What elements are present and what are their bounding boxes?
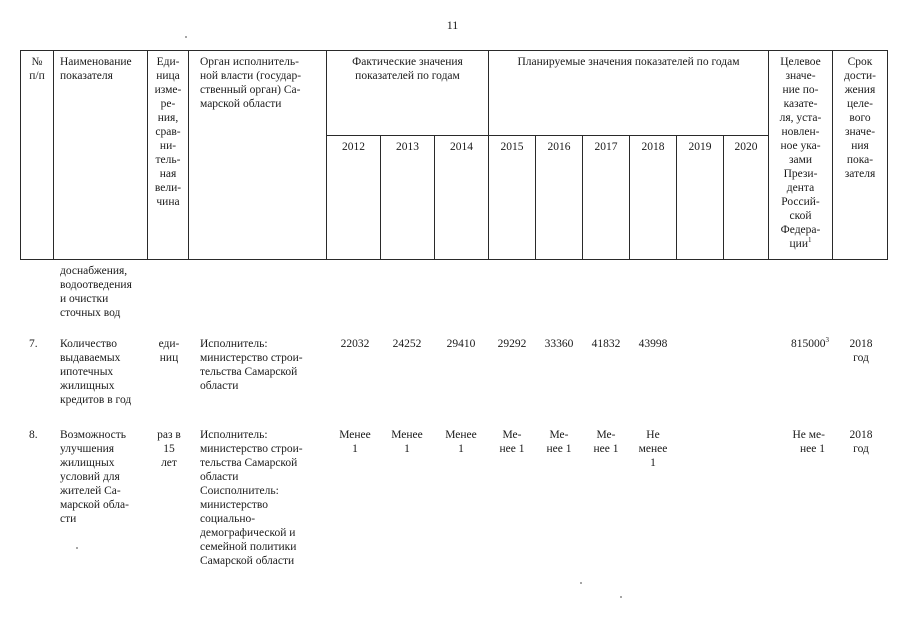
header-target bbox=[769, 55, 832, 251]
header-num: № п/п bbox=[29, 56, 45, 82]
scan-speck bbox=[185, 36, 187, 38]
row-unit: еди- ниц bbox=[158, 338, 180, 364]
value-2014: 29410 bbox=[446, 338, 476, 350]
value-2016: 33360 bbox=[544, 338, 574, 350]
year-2019: 2019 bbox=[688, 141, 712, 153]
year-2018: 2018 bbox=[641, 141, 665, 153]
value-2015: Ме- нее 1 bbox=[499, 429, 525, 455]
row-target bbox=[769, 428, 825, 456]
value-2013: Менее 1 bbox=[391, 429, 423, 455]
year-2014: 2014 bbox=[450, 141, 473, 153]
row-target-value: Не ме- нее 1 bbox=[792, 429, 825, 455]
scan-speck bbox=[580, 582, 582, 584]
row-unit: раз в 15 лет bbox=[157, 429, 181, 469]
scan-speck bbox=[76, 547, 78, 549]
page-number: 11 bbox=[446, 18, 459, 32]
row-name: Количество выдаваемых ипотечных жилищных кредитов в год bbox=[60, 338, 132, 406]
value-2015: 29292 bbox=[497, 338, 527, 350]
year-2015: 2015 bbox=[500, 141, 524, 153]
row-num: 8. bbox=[29, 429, 38, 441]
year-2013: 2013 bbox=[396, 141, 419, 153]
year-2017: 2017 bbox=[594, 141, 618, 153]
scan-speck bbox=[620, 596, 622, 598]
value-2013: 24252 bbox=[392, 338, 422, 350]
value-2012: Менее 1 bbox=[339, 429, 371, 455]
value-2018: Не менее 1 bbox=[638, 429, 668, 469]
row-organ: Исполнитель: министерство строи- тельства Самарской области bbox=[200, 338, 303, 392]
year-2012: 2012 bbox=[342, 141, 365, 153]
value-2012: 22032 bbox=[340, 338, 370, 350]
header-target-footnote: 1 bbox=[807, 236, 812, 245]
row-num: 7. bbox=[29, 338, 38, 350]
value-2017: 41832 bbox=[591, 338, 621, 350]
header-target-text: Целевое значе- ние по- казате- ля, уста- новлен- ное ука- зами Прези- дента Россий- ской Федера- ции bbox=[779, 56, 822, 250]
row-target bbox=[769, 337, 829, 351]
row-deadline: 2018 год bbox=[849, 338, 873, 364]
value-2017: Ме- нее 1 bbox=[593, 429, 619, 455]
year-2020: 2020 bbox=[734, 141, 758, 153]
row-name: Возможность улучшения жилищных условий для жителей Са- марской обла- сти bbox=[60, 429, 129, 525]
header-planned: Планируемые значения показателей по годам bbox=[517, 56, 740, 68]
value-2014: Менее 1 bbox=[445, 429, 477, 455]
header-deadline: Срок дости- жения целе- вого значе- ния пока- зателя bbox=[843, 56, 876, 180]
header-organ: Орган исполнитель- ной власти (государ- ственный орган) Са- марской области bbox=[200, 56, 302, 110]
row-deadline: 2018 год bbox=[849, 429, 873, 455]
continuation-text: доснабжения, водоотведения и очистки сточных вод bbox=[60, 265, 132, 319]
header-unit: Еди- ница изме- ре- ния, срав- ни- тель- ная вели- чина bbox=[154, 56, 182, 208]
year-2016: 2016 bbox=[547, 141, 571, 153]
row-target-footnote: 3 bbox=[825, 336, 829, 345]
header-actual: Фактические значения показателей по годам bbox=[352, 56, 463, 82]
row-organ: Исполнитель: министерство строи- тельства Самарской области Соисполнитель: министерство социально- демографической и семейной политики Самарской области bbox=[200, 429, 303, 567]
value-2016: Ме- нее 1 bbox=[546, 429, 572, 455]
header-name: Наименование показателя bbox=[60, 56, 132, 82]
value-2018: 43998 bbox=[638, 338, 668, 350]
row-target-value: 815000 bbox=[791, 338, 826, 350]
